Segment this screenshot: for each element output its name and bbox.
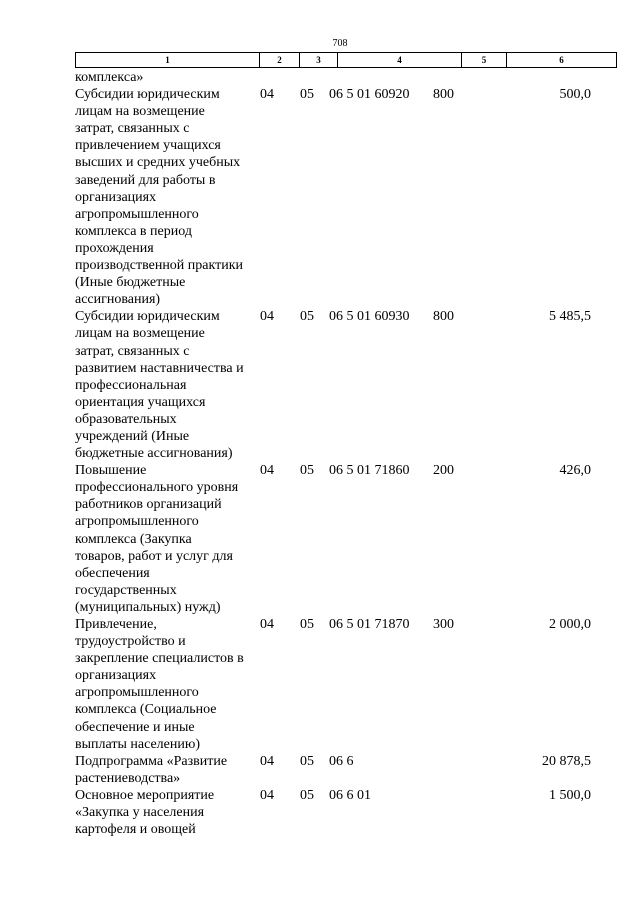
description-line: высших и средних учебных	[75, 155, 241, 171]
page-number: 708	[332, 38, 348, 49]
row-description	[75, 86, 260, 308]
table-row	[75, 86, 605, 308]
description-line: обеспечения	[75, 565, 150, 581]
section-code: 04	[260, 787, 274, 803]
table-row	[75, 753, 605, 787]
column-header-5: 5	[462, 53, 507, 68]
description-line: лицам на возмещение	[75, 104, 205, 120]
description-line: затрат, связанных с	[75, 121, 190, 137]
table-body	[75, 69, 605, 838]
row-description	[75, 462, 260, 616]
description-line: комплекса (Закупка	[75, 531, 192, 547]
description-line: заведений для работы в	[75, 172, 216, 188]
target-article-code: 06 6	[329, 753, 354, 769]
description-line: лицам на возмещение	[75, 326, 205, 342]
description-line: организациях	[75, 189, 157, 205]
description-line: Основное мероприятие	[75, 787, 215, 803]
expense-type-code: 300	[433, 617, 454, 632]
description-line: комплекса (Социальное	[75, 702, 217, 718]
description-line: товаров, работ и услуг для	[75, 548, 233, 564]
row-description	[75, 787, 260, 838]
subsection-code: 05	[300, 787, 314, 803]
target-article-code: 06 5 01 71860	[329, 463, 410, 479]
description-line: Привлечение,	[75, 617, 157, 632]
row-description	[75, 69, 260, 86]
column-header-6: 6	[507, 53, 617, 68]
description-line: развитием наставничества и	[75, 360, 244, 376]
expense-type-code: 800	[433, 87, 454, 103]
description-line: комплекса»	[75, 70, 144, 85]
description-line: комплекса в период	[75, 223, 192, 239]
amount: 1 500,0	[549, 787, 591, 803]
amount: 5 485,5	[549, 309, 591, 325]
subsection-code: 05	[300, 87, 314, 103]
amount: 500,0	[559, 87, 591, 103]
description-line: агропромышленного	[75, 514, 199, 530]
expense-type-code: 200	[433, 463, 454, 479]
subsection-code: 05	[300, 753, 314, 769]
description-line: государственных	[75, 582, 177, 598]
description-line: обеспечение и иные	[75, 719, 195, 735]
description-line: Повышение	[75, 463, 147, 479]
description-line: (муниципальных) нужд)	[75, 599, 221, 615]
table-row	[75, 616, 605, 753]
amount: 20 878,5	[542, 753, 591, 769]
column-header-3: 3	[300, 53, 338, 68]
description-line: привлечением учащихся	[75, 138, 221, 154]
description-line: Подпрограмма «Развитие	[75, 753, 228, 769]
description-line: (Иные бюджетные	[75, 275, 186, 291]
description-line: прохождения	[75, 240, 154, 256]
row-description	[75, 616, 260, 753]
target-article-code: 06 6 01	[329, 787, 371, 803]
description-line: агропромышленного	[75, 685, 199, 701]
table-row	[75, 462, 605, 616]
subsection-code: 05	[300, 617, 314, 632]
table-row	[75, 308, 605, 462]
table-row	[75, 787, 605, 838]
description-line: образовательных	[75, 411, 177, 427]
description-line: ориентация учащихся	[75, 394, 206, 410]
description-line: работников организаций	[75, 497, 222, 513]
section-code: 04	[260, 753, 274, 769]
target-article-code: 06 5 01 60930	[329, 309, 410, 325]
description-line: профессиональная	[75, 377, 187, 393]
section-code: 04	[260, 617, 274, 632]
column-header-row	[75, 52, 617, 68]
description-line: агропромышленного	[75, 206, 199, 222]
description-line: закрепление специалистов в	[75, 651, 244, 667]
description-line: учреждений (Иные	[75, 428, 190, 444]
description-line: растениеводства»	[75, 770, 181, 786]
description-line: выплаты населению)	[75, 736, 200, 752]
description-line: производственной практики	[75, 258, 244, 274]
description-line: затрат, связанных с	[75, 343, 190, 359]
description-line: Субсидии юридическим	[75, 309, 220, 325]
subsection-code: 05	[300, 463, 314, 479]
column-header-1: 1	[76, 53, 260, 68]
amount: 2 000,0	[549, 617, 591, 632]
description-line: ассигнования)	[75, 292, 161, 308]
target-article-code: 06 5 01 60920	[329, 87, 410, 103]
section-code: 04	[260, 87, 274, 103]
description-line: профессионального уровня	[75, 480, 239, 496]
row-description	[75, 753, 260, 787]
amount: 426,0	[559, 463, 591, 479]
column-header-4: 4	[338, 53, 462, 68]
section-code: 04	[260, 309, 274, 325]
section-code: 04	[260, 463, 274, 479]
description-line: организациях	[75, 668, 157, 684]
description-line: картофеля и овощей	[75, 822, 196, 838]
table-row	[75, 69, 605, 86]
description-line: Субсидии юридическим	[75, 87, 220, 103]
description-line: трудоустройство и	[75, 634, 186, 650]
description-line: бюджетные ассигнования)	[75, 446, 233, 462]
target-article-code: 06 5 01 71870	[329, 617, 410, 632]
column-header-2: 2	[260, 53, 300, 68]
row-description	[75, 308, 260, 462]
expense-type-code: 800	[433, 309, 454, 325]
description-line: «Закупка у населения	[75, 805, 205, 821]
subsection-code: 05	[300, 309, 314, 325]
